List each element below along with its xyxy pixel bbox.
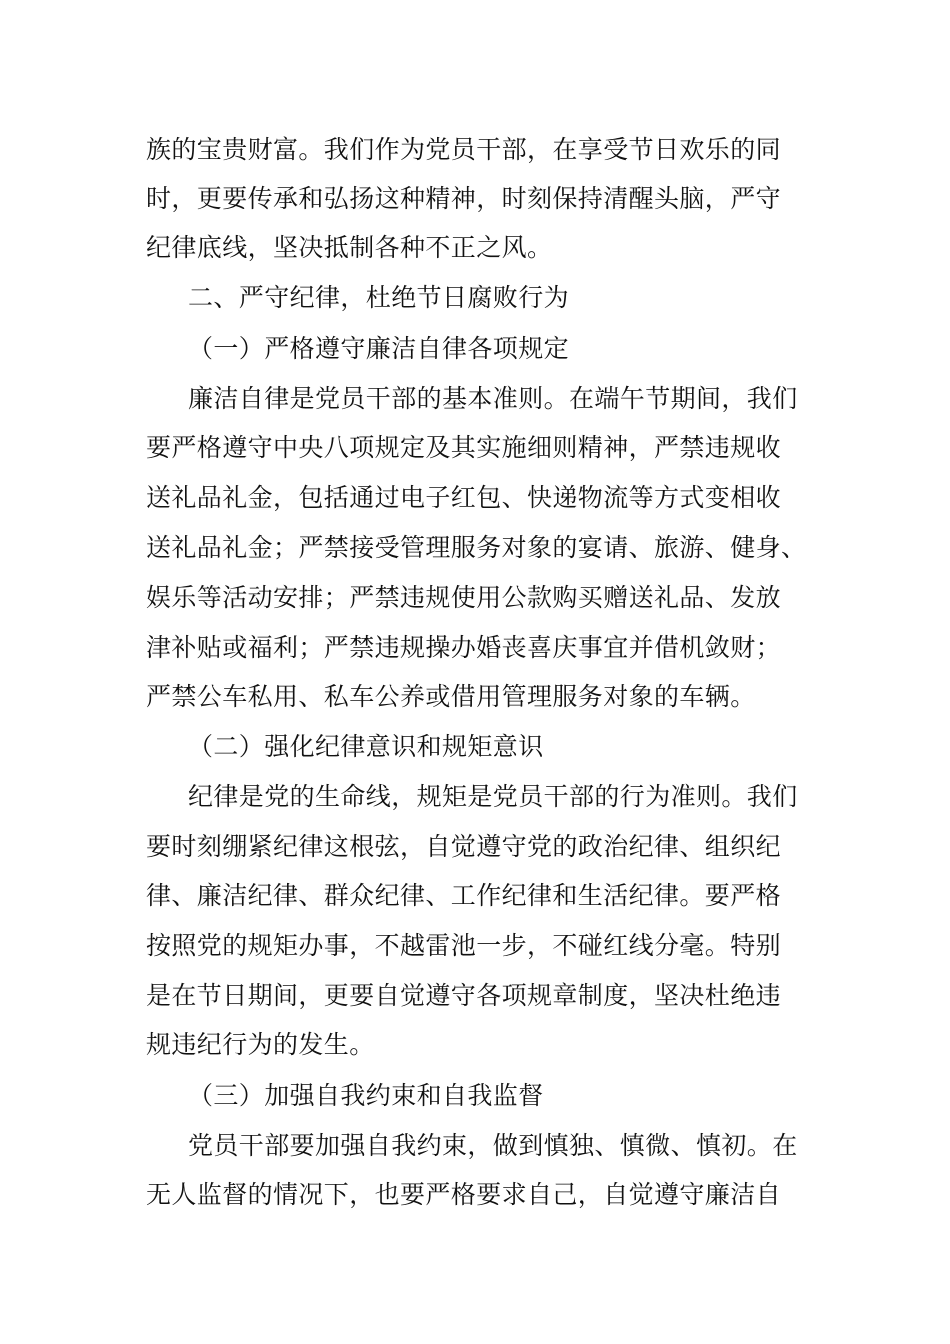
sub-1-line-3: 送礼品礼金，包括通过电子红包、快递物流等方式变相收 [146, 483, 782, 512]
sub-1-heading: （一）严格遵守廉洁自律各项规定 [188, 334, 570, 363]
sub-2-line-2: 要时刻绷紧纪律这根弦，自觉遵守党的政治纪律、组织纪 [146, 832, 782, 861]
intro-line-1: 族的宝贵财富。我们作为党员干部，在享受节日欢乐的同 [146, 135, 782, 164]
sub-2-line-5: 是在节日期间，更要自觉遵守各项规章制度，坚决杜绝违 [146, 981, 782, 1010]
sub-2-line-6: 规违纪行为的发生。 [146, 1030, 375, 1059]
sub-3-heading: （三）加强自我约束和自我监督 [188, 1081, 544, 1110]
sub-1-line-4: 送礼品礼金；严禁接受管理服务对象的宴请、旅游、健身、 [146, 533, 807, 562]
sub-1-line-7: 严禁公车私用、私车公养或借用管理服务对象的车辆。 [146, 682, 756, 711]
sub-2-line-3: 律、廉洁纪律、群众纪律、工作纪律和生活纪律。要严格 [146, 881, 782, 910]
sub-2-line-4: 按照党的规矩办事，不越雷池一步，不碰红线分毫。特别 [146, 931, 782, 960]
sub-3-line-2: 无人监督的情况下，也要严格要求自己，自觉遵守廉洁自 [146, 1180, 782, 1209]
sub-1-line-2: 要严格遵守中央八项规定及其实施细则精神，严禁违规收 [146, 433, 782, 462]
sub-2-line-1: 纪律是党的生命线，规矩是党员干部的行为准则。我们 [188, 782, 798, 811]
sub-2-heading: （二）强化纪律意识和规矩意识 [188, 732, 544, 761]
intro-line-3: 纪律底线，坚决抵制各种不正之风。 [146, 233, 553, 262]
sub-1-line-1: 廉洁自律是党员干部的基本准则。在端午节期间，我们 [188, 384, 798, 413]
sub-1-line-6: 津补贴或福利；严禁违规操办婚丧喜庆事宜并借机敛财； [146, 633, 782, 662]
section-2-heading: 二、严守纪律，杜绝节日腐败行为 [188, 283, 570, 312]
intro-line-2: 时，更要传承和弘扬这种精神，时刻保持清醒头脑，严守 [146, 184, 782, 213]
sub-1-line-5: 娱乐等活动安排；严禁违规使用公款购买赠送礼品、发放 [146, 583, 782, 612]
sub-3-line-1: 党员干部要加强自我约束，做到慎独、慎微、慎初。在 [188, 1131, 798, 1160]
